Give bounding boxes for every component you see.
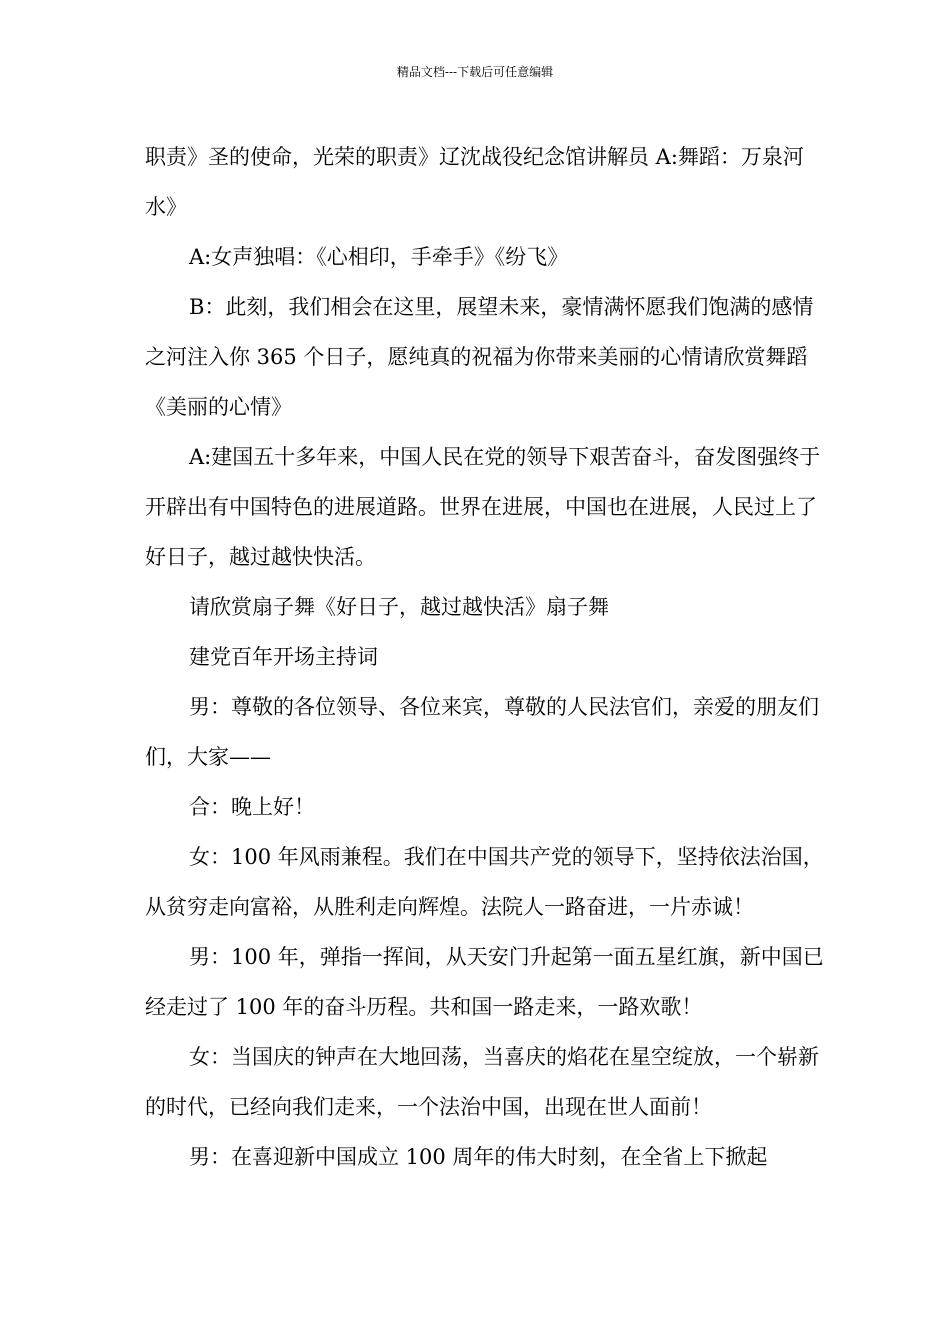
document-body xyxy=(145,132,825,1182)
paragraph-3: B：此刻，我们相会在这里，展望未来，豪情满怀愿我们饱满的感情之河注入你 365 个日子，愿纯真的祝福为你带来美丽的心情请欣赏舞蹈《美丽的心情》 xyxy=(145,295,814,419)
paragraph-4: A:建国五十多年来，中国人民在党的领导下艰苦奋斗，奋发图强终于开辟出有中国特色的进展道路。世界在进展，中国也在进展，人民过上了好日子，越过越快快活。 xyxy=(145,445,821,569)
paragraph-9: 女：100 年风雨兼程。我们在中国共产党的领导下，坚持依法治国，从贫穷走向富裕，从胜利走向辉煌。法院人一路奋进，一片赤诚！ xyxy=(145,845,824,919)
paragraph-2: A:女声独唱：《心相印，手牵手》《纷飞》 xyxy=(189,245,569,269)
paragraph-1: 职责》圣的使命，光荣的职责》辽沈战役纪念馆讲解员 A:舞蹈：万泉河水》 xyxy=(145,145,804,219)
paragraph-8: 合：晚上好！ xyxy=(189,795,315,819)
paragraph-12: 男：在喜迎新中国成立 100 周年的伟大时刻，在全省上下掀起 xyxy=(189,1145,768,1169)
paragraph-10: 男：100 年，弹指一挥间，从天安门升起第一面五星红旗，新中国已经走过了 100 年的奋斗历程。共和国一路走来，一路欢歌！ xyxy=(145,945,824,1019)
paragraph-5: 请欣赏扇子舞《好日子，越过越快活》扇子舞 xyxy=(189,595,609,619)
page-header: 精品文档---下载后可任意编辑 xyxy=(396,65,554,79)
paragraph-11: 女：当国庆的钟声在大地回荡，当喜庆的焰花在星空绽放，一个崭新的时代，已经向我们走来，一个法治中国，出现在世人面前！ xyxy=(145,1045,819,1119)
paragraph-7: 男：尊敬的各位领导、各位来宾，尊敬的人民法官们，亲爱的朋友们们，大家—— xyxy=(145,695,819,769)
section-heading: 建党百年开场主持词 xyxy=(189,645,378,669)
